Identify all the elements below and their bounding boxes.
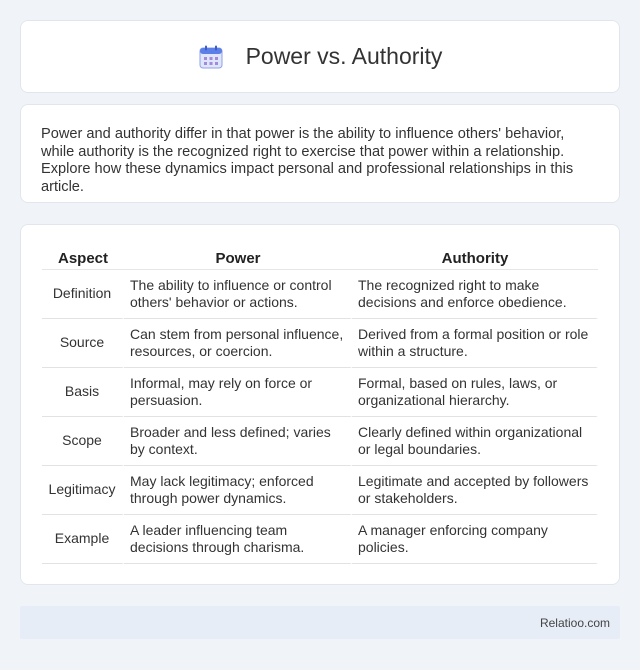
cell-power: Informal, may rely on force or persuasion. — [124, 368, 352, 417]
cell-aspect: Source — [42, 319, 124, 368]
table-row — [42, 319, 598, 368]
header-aspect: Aspect — [42, 249, 124, 270]
cell-authority: Derived from a formal position or role within a structure. — [352, 319, 598, 368]
table-row — [42, 368, 598, 417]
footer — [20, 606, 620, 639]
cell-power: May lack legitimacy; enforced through power dynamics. — [124, 466, 352, 515]
cell-aspect: Legitimacy — [42, 466, 124, 515]
cell-authority: The recognized right to make decisions and enforce obedience. — [352, 270, 598, 319]
calendar-icon — [198, 44, 224, 70]
cell-power: A leader influencing team decisions through charisma. — [124, 515, 352, 564]
intro-card — [20, 104, 620, 203]
comparison-table — [42, 249, 598, 564]
cell-aspect: Example — [42, 515, 124, 564]
cell-authority: Legitimate and accepted by followers or stakeholders. — [352, 466, 598, 515]
table-row — [42, 417, 598, 466]
cell-power: Can stem from personal influence, resources, or coercion. — [124, 319, 352, 368]
cell-power: The ability to influence or control others' behavior or actions. — [124, 270, 352, 319]
table-row — [42, 515, 598, 564]
cell-aspect: Scope — [42, 417, 124, 466]
cell-authority: Formal, based on rules, laws, or organizational hierarchy. — [352, 368, 598, 417]
cell-authority: Clearly defined within organizational or legal boundaries. — [352, 417, 598, 466]
header-authority: Authority — [352, 249, 598, 270]
title-card — [20, 20, 620, 93]
intro-text: Power and authority differ in that power is the ability to influence others' behavior, while authority is the recognized right to exercise that power within a relationship. Explore how these dynamics impact personal and professional relationships in this article. — [41, 126, 574, 195]
table-header-row — [42, 249, 598, 270]
header-power: Power — [124, 249, 352, 270]
table-row — [42, 466, 598, 515]
cell-authority: A manager enforcing company policies. — [352, 515, 598, 564]
comparison-card — [20, 224, 620, 585]
cell-power: Broader and less defined; varies by context. — [124, 417, 352, 466]
table-row — [42, 270, 598, 319]
cell-aspect: Basis — [42, 368, 124, 417]
page-title: Power vs. Authority — [245, 43, 443, 69]
footer-brand-link[interactable]: Relatioo.com — [539, 615, 610, 630]
cell-aspect: Definition — [42, 270, 124, 319]
